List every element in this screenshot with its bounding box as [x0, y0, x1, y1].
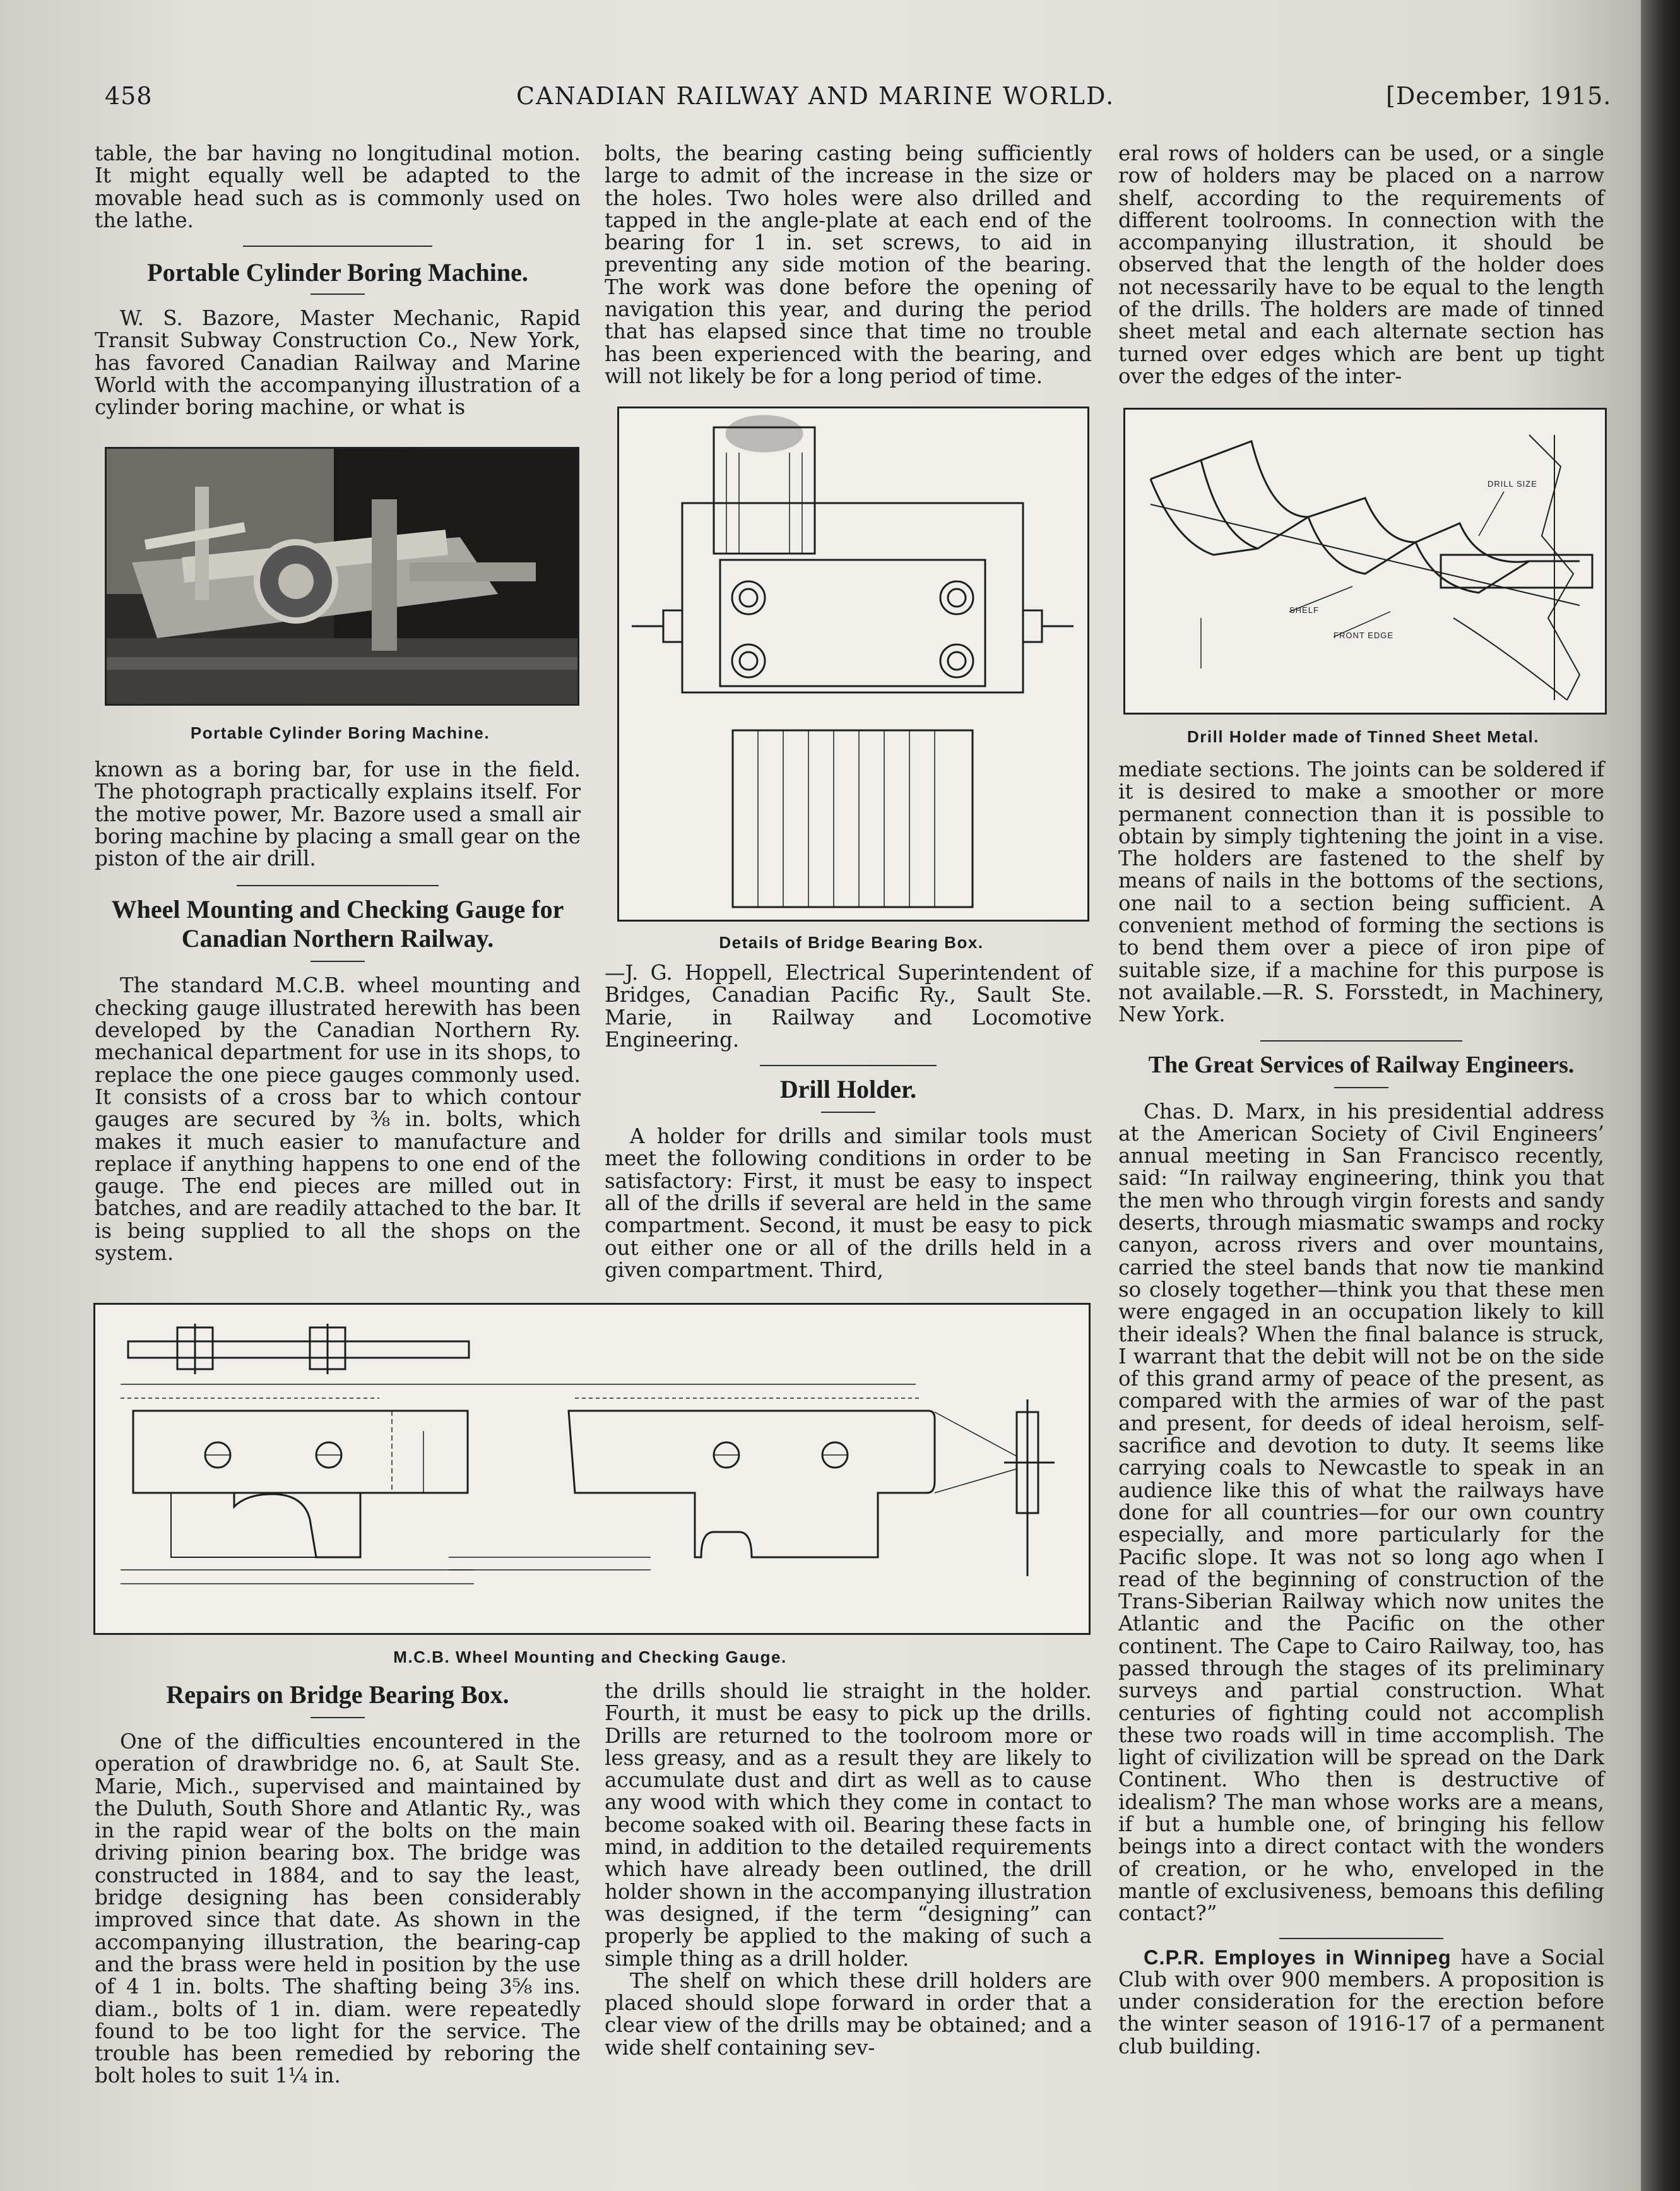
- boring-machine-caption: Portable Cylinder Boring Machine.: [190, 723, 490, 742]
- book-spine-shadow: [1641, 0, 1680, 2191]
- repairs-paragraph: One of the difficulties encountered in the operation of drawbridge no. 6, at Sault Ste. Marie, Mich., supervised and maintained by the Duluth, South Shore and Atlantic Ry., was in the rapid wear of the bolts on the main driving pinion bearing box. The bridge was constructed in 1884, and to say the least, bridge designing has been considerably improved since that date. As shown in the accompanying illustration, the bearing-cap and the brass were held in position by the use of 4 1 in. bolts. The shafting being 3⅝ ins. diam., bolts of 1 in. diam. were repeatedly found to be too light for the service. The trouble has been remedied by reboring the bolt holes to suit 1¼ in.: [95, 1730, 581, 2088]
- engineers-title: The Great Services of Railway Engineers.: [1148, 1051, 1575, 1078]
- wheel-gauge-caption: M.C.B. Wheel Mounting and Checking Gauge.: [393, 1648, 787, 1666]
- front-edge-label: FRONT EDGE: [1334, 631, 1393, 640]
- wheel-gauge-drawing: [93, 1303, 1091, 1635]
- column-2-middle: [605, 962, 1092, 1281]
- article-continuation: table, the bar having no longitudinal motion. It might equally well be adapted to the movable head such as is commonly used on the lathe.: [95, 141, 581, 232]
- repairs-title: Repairs on Bridge Bearing Box.: [166, 1680, 509, 1709]
- title-underline: [311, 1717, 365, 1718]
- boring-machine-paragraph-continued: known as a boring bar, for use in the field. The photograph practically explains itself. For the motive power, Mr. Bazore used a small air boring machine by placing a small gear on the piston of the air drill.: [95, 757, 581, 871]
- bearing-box-caption: Details of Bridge Bearing Box.: [719, 933, 984, 952]
- boring-machine-title: Portable Cylinder Boring Machine.: [147, 258, 528, 287]
- drill-holder-drawing: [1123, 408, 1607, 715]
- title-underline: [821, 1112, 875, 1113]
- publication-title: CANADIAN RAILWAY AND MARINE WORLD.: [516, 82, 1115, 110]
- drill-size-label: DRILL SIZE: [1488, 479, 1537, 489]
- title-underline: [1334, 1087, 1388, 1088]
- bearing-box-drawing: [617, 407, 1089, 922]
- drill-holder-paragraph-3: The shelf on which these drill holders are placed should slope forward in order that a clear view of the drills may be obtained; and a wide shelf containing sev-: [605, 1968, 1092, 2060]
- title-underline: [311, 294, 365, 295]
- boring-machine-paragraph: W. S. Bazore, Master Mechanic, Rapid Transit Subway Construction Co., New York, has favored Canadian Railway and Marine World with the accompanying illustration of a cylinder boring machine, or what is: [95, 306, 581, 420]
- bearing-paragraph: bolts, the bearing casting being sufficiently large to admit of the increase in the size or the holes. Two holes were also drilled and tapped in the angle-plate at each end of the bearing for 1 in. set screws, to aid in preventing any side motion of the bearing. The work was done before the opening of navigation this year, and during the period that has elapsed since that time no trouble has been experienced with the bearing, and will not likely be for a long period of time.: [605, 141, 1092, 388]
- column-1-top: [95, 143, 581, 419]
- drill-holder-paragraph-2: the drills should lie straight in the holder. Fourth, it must be easy to pick up the drills. Drills are returned to the toolroom more or less greasy, and as a result they are likely to accumulate dust and dirt as well as to cause any wood with which they come in contact to become soaked with oil. Bearing these facts in mind, in addition to the detailed requirements which have already been outlined, the drill holder shown in the accompanying illustration was designed, if the term “designing” can properly be applied to the making of such a simple thing as a drill holder.: [605, 1679, 1092, 1971]
- column-3-middle: [1118, 759, 1604, 2058]
- drill-holder-paragraph-5: mediate sections. The joints can be soldered if it is desired to make a smoother or more permanent connection than it is possible to obtain by simply tightening the joint in a vise. The holders are fastened to the shelf by means of nails in the bottoms of the sections, one nail to a section being sufficient. A convenient method of forming the sections is to bend them over a piece of iron pipe of suitable size, if a machine for this purpose is not available.—R. S. Forsstedt, in Machinery, New York.: [1118, 757, 1604, 1027]
- divider: [1279, 1938, 1443, 1939]
- drill-holder-caption: Drill Holder made of Tinned Sheet Metal.: [1187, 727, 1539, 746]
- bearing-credit: —J. G. Hoppell, Electrical Superintendent of Bridges, Canadian Pacific Ry., Sault Ste. Marie, in Railway and Locomotive Engineering.: [605, 961, 1092, 1052]
- cpr-paragraph: [1118, 1947, 1604, 2058]
- column-1-bottom: [95, 1680, 581, 2087]
- page-number: 458: [105, 82, 153, 110]
- drill-holder-title: Drill Holder.: [779, 1075, 917, 1104]
- column-1-middle: [95, 759, 581, 1264]
- divider: [243, 246, 432, 247]
- divider: [760, 1065, 937, 1066]
- shelf-label: SHELF: [1289, 605, 1319, 615]
- cpr-lead: C.P.R. Employes in Winnipeg: [1144, 1945, 1452, 1969]
- boring-machine-photo: [105, 447, 579, 706]
- column-2-bottom: [605, 1680, 1092, 2059]
- engineers-paragraph: Chas. D. Marx, in his presidential address at the American Society of Civil Engineers’ annual meeting in San Francisco recently, said: “In railway engineering, think you that the men who through virgin forests and sandy deserts, through miasmatic swamps and rocky canyon, across rivers and over mountains, carried the steel bands that now tie mankind so closely together—think you that these men were engaged in an occupation likely to kill their ideals? When the final balance is struck, I warrant that the debit will not be on the side of this grand army of peace of the present, as compared with the armies of war of the past and present, for deeds of ideal heroism, self-sacrifice and devotion to duty. It seems like carrying coals to Newcastle to speak in an audience like this of what the railways have done for all countries—for our own country especially, and more particularly for the Pacific slope. It was not so long ago when I read of the beginning of construction of the Trans-Siberian Railway which now unites the Atlantic and the Pacific on the other continent. The Cape to Cairo Railway, too, has passed through the stages of its preliminary surveys and partial construction. What centuries of fighting could not accomplish these two roads will in time accomplish. The light of civilization will be spread on the Dark Continent. Who then is destructive of idealism? The man whose works are a means, if but a humble one, of bringing his fellow beings into a direct contact with the wonders of creation, or he who, enveloped in the mantle of exclusiveness, bemoans this defiling contact?”: [1118, 1099, 1604, 1926]
- title-underline: [311, 961, 365, 962]
- drill-holder-paragraph-4: eral rows of holders can be used, or a single row of holders may be placed on a narrow shelf, according to the requirements of different toolrooms. In connection with the accompanying illustration, it should be observed that the length of the holder does not necessarily have to be equal to the length of the drills. The holders are made of tinned sheet metal and each alternate section has turned over edges which are bent up tight over the edges of the inter-: [1118, 141, 1604, 388]
- wheel-gauge-paragraph: The standard M.C.B. wheel mounting and checking gauge illustrated herewith has been developed by the Canadian Northern Ry. mechanical department for use in its shops, to replace the one piece gauges commonly used. It consists of a cross bar to which contour gauges are secured by ⅜ in. bolts, which makes it much easier to manufacture and replace if anything happens to one end of the gauge. The end pieces are milled out in batches, and are readily attached to the bar. It is being supplied to all the shops on the system.: [95, 973, 581, 1266]
- divider: [1260, 1040, 1462, 1042]
- issue-date: [December, 1915.: [1386, 82, 1612, 110]
- column-3-top: [1118, 143, 1604, 388]
- divider: [237, 885, 439, 886]
- cpr-text: have a Social Club with over 900 members. A proposition is under consideration for the erection before the winter season of 1916-17 of a permanent club building.: [1118, 1945, 1604, 2058]
- wheel-gauge-title: Wheel Mounting and Checking Gauge for Canadian Northern Railway.: [111, 895, 564, 953]
- drill-holder-paragraph: A holder for drills and similar tools must meet the following conditions in order to be satisfactory: First, it must be easy to inspect all of the drills if several are held in the same compartment. Second, it must be easy to pick out either one or all of the drills held in a given compartment. Third,: [605, 1124, 1092, 1282]
- column-2-top: [605, 143, 1092, 388]
